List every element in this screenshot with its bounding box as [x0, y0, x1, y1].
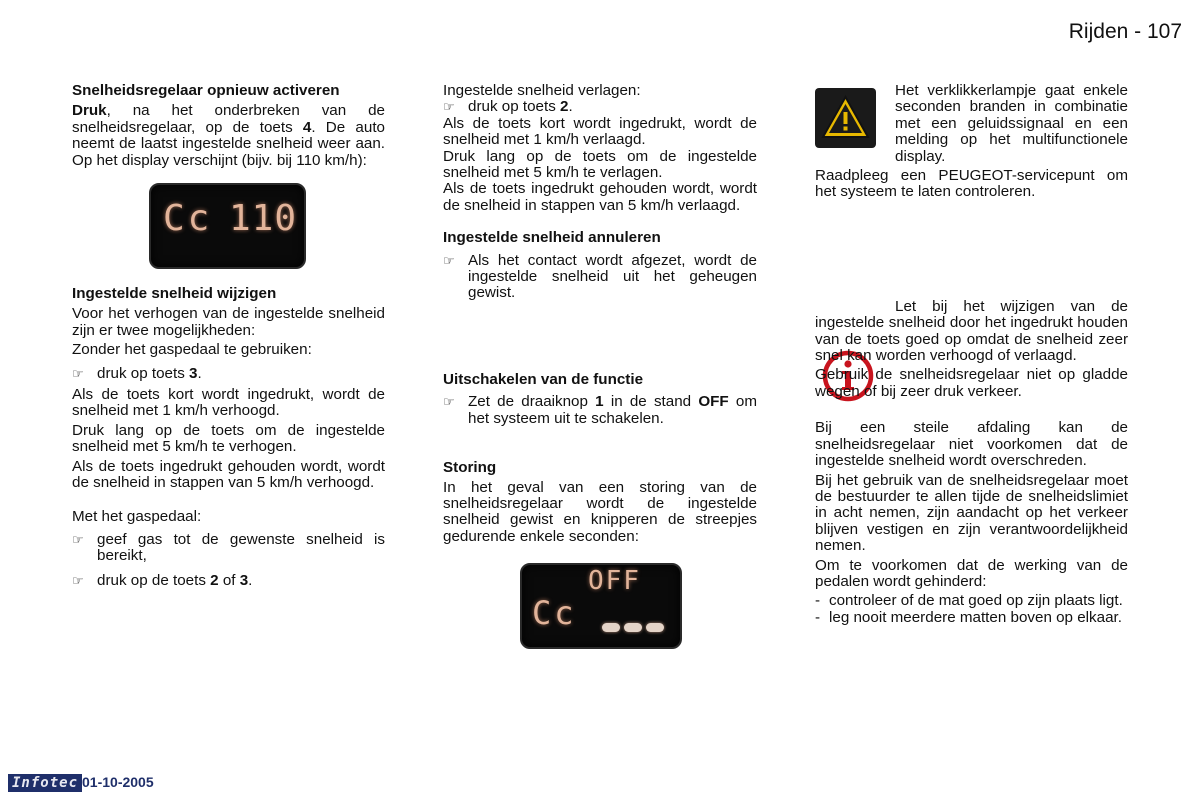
bullet-item [443, 99, 757, 115]
dash-text: leg nooit meerdere matten boven op elkaar. [829, 608, 1122, 626]
pointing-hand-icon: ☞ [72, 572, 84, 588]
pointing-hand-icon: ☞ [443, 394, 455, 410]
cruise-display-off [520, 563, 682, 649]
paragraph: Als de toets ingedrukt gehouden wordt, wordt de snelheid in stappen van 5 km/h verlaagd. [443, 180, 757, 214]
dash-symbol: - [815, 608, 821, 626]
paragraph: Bij het gebruik van de snelheidsregelaar moet de bestuurder te allen tijde de snelheidslimiet in acht nemen, zijn aandacht op het verkeer blijven vestigen en zijn verantwoordelijkheid nemen. [815, 471, 1128, 555]
column-3 [815, 83, 1128, 626]
bullet-text: druk op de toets 2 of 3. [97, 571, 253, 589]
cruise-display-110 [149, 183, 306, 269]
dash-symbol: - [815, 592, 821, 610]
paragraph: Druk lang op de toets om de ingestelde snelheid met 5 km/h te verhogen. [72, 421, 385, 456]
paragraph: In het geval van een storing van de snelheidsregelaar wordt de ingestelde snelheid gewist en knipperen de streepjes gedurende enkele seconden: [443, 478, 757, 545]
heading-reactivate: Snelheidsregelaar opnieuw activeren [72, 82, 340, 99]
paragraph [72, 103, 385, 169]
paragraph: Het verklikkerlampje gaat enkele seconden branden in combinatie met een geluidssignaal en een melding op het multifunctionele display. [895, 82, 1128, 165]
bullet-item [72, 573, 385, 589]
paragraph: Zonder het gaspedaal te gebruiken: [72, 341, 312, 359]
heading-cancel: Ingestelde snelheid annuleren [443, 229, 661, 247]
bullet-item [443, 394, 757, 427]
key-number: 4 [302, 118, 312, 136]
paragraph: Gebruik de snelheidsregelaar niet op gladde wegen of bij zeer druk verkeer. [815, 366, 1128, 400]
bullet-text: geef gas tot de gewenste snelheid is bereikt, [97, 530, 385, 565]
column-1 [72, 83, 385, 592]
infotec-logo: Infotec [8, 774, 82, 792]
column-2 [443, 83, 757, 649]
bullet-item [72, 532, 385, 565]
heading-fault: Storing [443, 459, 497, 477]
paragraph: Om te voorkomen dat de werking van de pedalen wordt gehinderd: [815, 556, 1128, 590]
paragraph: Als de toets kort wordt ingedrukt, wordt de snelheid met 1 km/h verhoogd. [72, 386, 385, 420]
display-dashes [602, 620, 668, 636]
paragraph: Als de toets kort wordt ingedrukt, wordt de snelheid met 1 km/h verlaagd. [443, 114, 757, 149]
paragraph: Bij een steile afdaling kan de snelheidsregelaar niet voorkomen dat de ingestelde snelheid wordt overschreden. [815, 419, 1128, 470]
pointing-hand-icon: ☞ [72, 365, 84, 381]
paragraph: Met het gaspedaal: [72, 507, 202, 525]
bullet-item [443, 253, 757, 302]
heading-switch-off: Uitschakelen van de functie [443, 370, 644, 388]
bullet-text: druk op toets 3. [97, 364, 202, 382]
pointing-hand-icon: ☞ [443, 252, 455, 268]
display-mode-text: Cc [163, 198, 213, 240]
paragraph: Als de toets ingedrukt gehouden wordt, wordt de snelheid in stappen van 5 km/h verhoogd. [72, 457, 385, 492]
paragraph: Raadpleeg een PEUGEOT-servicepunt om het systeem te laten controleren. [815, 167, 1128, 201]
bullet-text: druk op toets 2. [468, 98, 573, 116]
footer-date: 01-10-2005 [82, 774, 154, 790]
bullet-text: Zet de draaiknop 1 in de stand OFF om het systeem uit te schakelen. [468, 393, 758, 427]
text: , na het onderbreken van de snelheidsregelaar, op de toets [72, 102, 385, 136]
page-header: Rijden - 107 [1068, 20, 1182, 43]
display-off-text: OFF [588, 566, 641, 597]
pointing-hand-icon: ☞ [72, 531, 84, 547]
heading-change-speed: Ingestelde snelheid wijzigen [72, 285, 277, 303]
paragraph: Voor het verhogen van de ingestelde snelheid zijn er twee mogelijkheden: [72, 305, 385, 339]
bullet-item [72, 366, 385, 382]
dash-text: controleer of de mat goed op zijn plaats ligt. [829, 592, 1123, 610]
text: . De auto neemt de laatst ingestelde snelheid weer aan. Op het display verschijnt (bijv. bij 110 km/h): [72, 118, 385, 169]
bullet-text: Als het contact wordt afgezet, wordt de ingestelde snelheid uit het geheugen gewist. [468, 251, 757, 302]
display-mode-text: Cc [532, 594, 577, 633]
footer [8, 774, 154, 792]
bold-text: Druk [72, 102, 107, 120]
display-speed-text: 110 [229, 198, 298, 240]
dash-item [815, 593, 1128, 609]
pointing-hand-icon: ☞ [443, 99, 455, 115]
paragraph: Druk lang op de toets om de ingestelde snelheid met 5 km/h te verlagen. [443, 147, 757, 182]
paragraph: Ingestelde snelheid verlagen: [443, 82, 641, 99]
paragraph: Let bij het wijzigen van de ingestelde snelheid door het ingedrukt houden van de toets goed op omdat de snelheid zeer snel kan worden verhoogd of verlaagd. [815, 297, 1128, 365]
dash-item [815, 610, 1128, 626]
